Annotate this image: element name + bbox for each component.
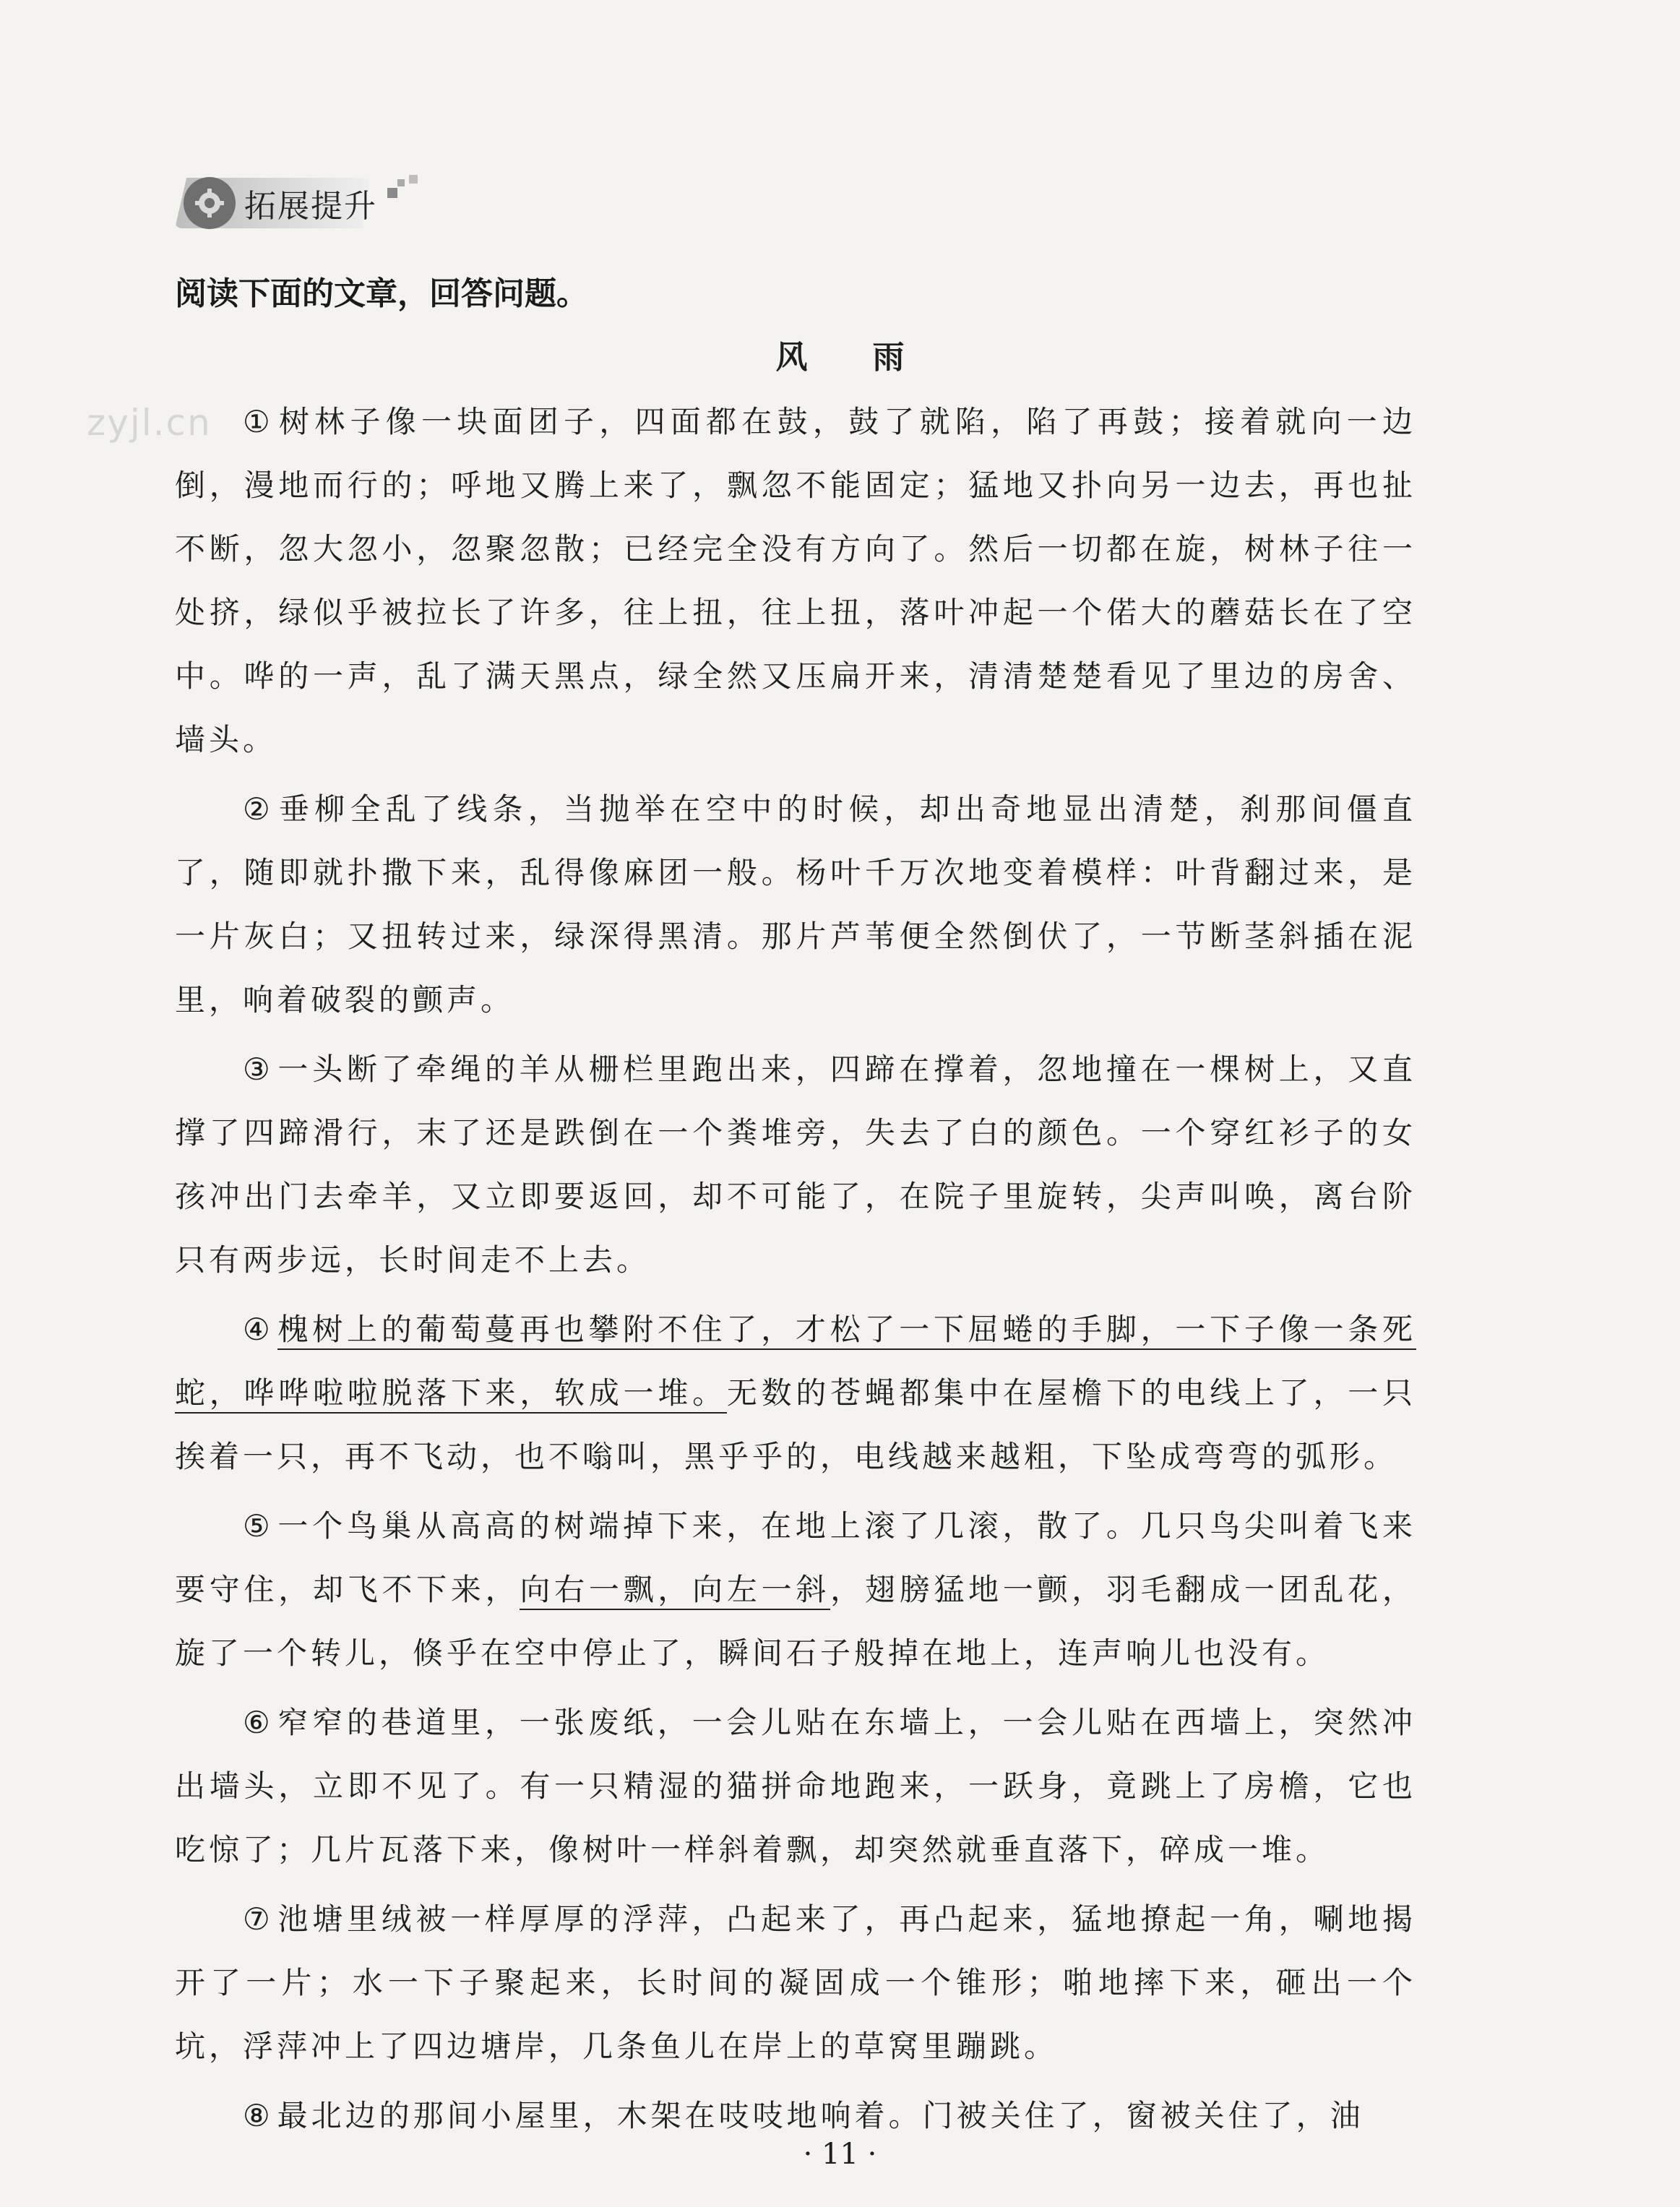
paragraph-text: 最北边的那间小屋里，木架在吱吱地响着。门被关住了，窗被关住了，油 [277, 2098, 1364, 2133]
paragraph-6 [175, 1691, 1416, 1882]
paragraph-4 [175, 1298, 1416, 1489]
instruction-text: 阅读下面的文章，回答问题。 [175, 275, 588, 312]
section-badge-label: 拓展提升 [244, 188, 377, 225]
paragraph-text: 一头断了牵绳的羊从栅栏里跑出来，四蹄在撑着，忽地撞在一棵树上，又直撑了四蹄滑行，末了还是跌倒在一个粪堆旁，失去了白的颜色。一个穿红衫子的女孩冲出门去牵羊，又立即要返回，却不可能了，在院子里旋转，尖声叫唤，离台阶只有两步远，长时间走不上去。 [175, 1051, 1416, 1278]
underlined-sentence: 槐树上的葡萄蔓再也攀附不住了，才松了一下屈蜷的手脚，一下子像一条死蛇，哗哗啦啦脱落下来，软成一堆。 [175, 1312, 1416, 1414]
paragraph-text: 池塘里绒被一样厚厚的浮萍，凸起来了，再凸起来，猛地撩起一角，唰地揭开了一片；水一下子聚起来，长时间的凝固成一个锥形；啪地摔下来，砸出一个坑，浮萍冲上了四边塘岸，几条鱼儿在岸上的草窝里蹦跳。 [175, 1901, 1416, 2064]
paragraph-2 [175, 778, 1416, 1032]
paragraph-number: ⑧ [243, 2098, 277, 2133]
paragraph-text: 无数的苍蝇都集中在屋檐下的电线上了，一只挨着一只，再不飞动，也不嗡叫，黑乎乎的，电线越来越粗，下坠成弯弯的弧形。 [175, 1375, 1416, 1474]
paragraph-text: 树林子像一块面团子，四面都在鼓，鼓了就陷，陷了再鼓；接着就向一边倒，漫地而行的；呼地又腾上来了，飘忽不能固定；猛地又扑向另一边去，再也扯不断，忽大忽小，忽聚忽散；已经完全没有方向了。然后一切都在旋，树林子往一处挤，绿似乎被拉长了许多，往上扭，往上扭，落叶冲起一个偌大的蘑菇长在了空中。哗的一声，乱了满天黑点，绿全然又压扁开来，清清楚楚看见了里边的房舍、墙头。 [175, 404, 1416, 757]
paragraph-number: ④ [243, 1312, 278, 1347]
section-badge [175, 172, 384, 234]
paragraph-number: ⑦ [243, 1901, 278, 1937]
watermark: zyjl.cn [87, 402, 212, 444]
paragraph-text: 窄窄的巷道里，一张废纸，一会儿贴在东墙上，一会儿贴在西墙上，突然冲出墙头，立即不见了。有一只精湿的猫拼命地跑来，一跃身，竟跳上了房檐，它也吃惊了；几片瓦落下来，像树叶一样斜着飘，却突然就垂直落下，碎成一堆。 [175, 1705, 1416, 1867]
paragraph-1 [175, 390, 1416, 772]
paragraph-3 [175, 1038, 1416, 1292]
paragraph-number: ② [243, 791, 279, 827]
paragraph-number: ① [243, 404, 279, 439]
article-title: 风雨 [775, 339, 970, 376]
paragraph-text: 垂柳全乱了线条，当抛举在空中的时候，却出奇地显出清楚，刹那间僵直了，随即就扑撒下来，乱得像麻团一般。杨叶千万次地变着模样：叶背翻过来，是一片灰白；又扭转过来，绿深得黑清。那片芦苇便全然倒伏了，一节断茎斜插在泥里，响着破裂的颤声。 [175, 791, 1416, 1018]
paragraph-number: ⑤ [243, 1508, 278, 1544]
paragraph-number: ③ [243, 1051, 278, 1087]
gear-head-icon [184, 177, 236, 229]
paragraph-number: ⑥ [243, 1705, 278, 1740]
paragraph-5 [175, 1494, 1416, 1685]
paragraph-text: 一个鸟巢从高高的树端掉下来，在地上滚了几滚，散了。几只鸟尖叫着飞来要守住，却飞不下来， [175, 1508, 1416, 1607]
underlined-phrase: 向右一飘，向左一斜 [520, 1572, 830, 1610]
article-body [175, 390, 1416, 2154]
page-number: · 11 · [803, 2138, 877, 2171]
paragraph-text-continued: ，翅膀猛地一颤，羽毛翻成一团乱花，旋了一个转儿，倏乎在空中停止了，瞬间石子般掉在地上，连声响儿也没有。 [175, 1572, 1416, 1671]
paragraph-7 [175, 1888, 1416, 2078]
